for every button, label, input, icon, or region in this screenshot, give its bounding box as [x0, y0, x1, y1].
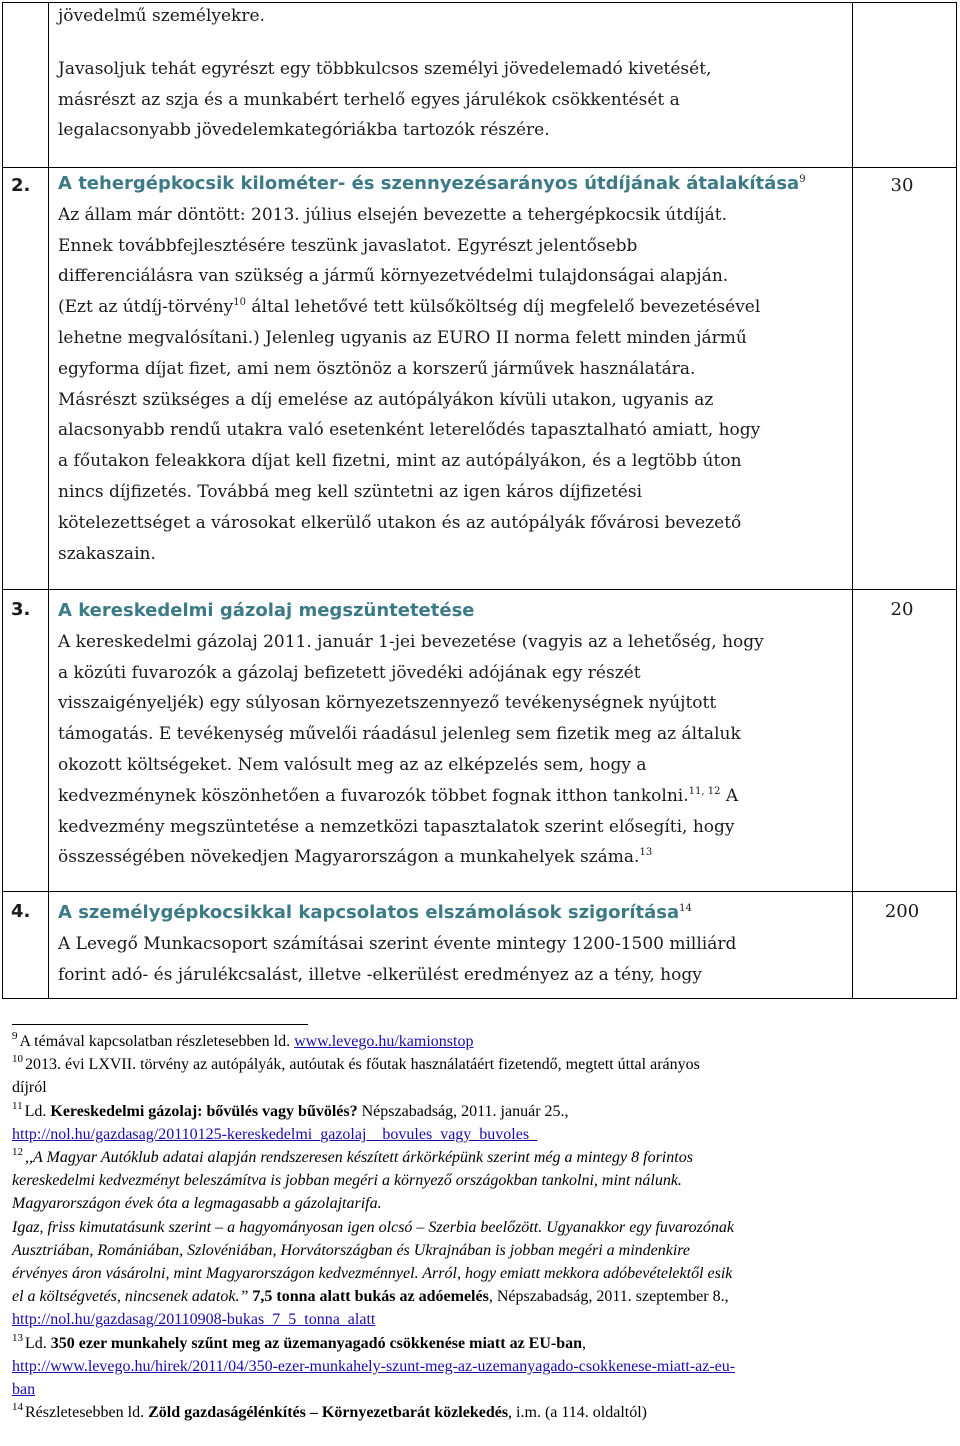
- footnote-ref: 10: [233, 297, 246, 309]
- column-divider: [48, 3, 49, 998]
- footnote-9: $^9$ A témával kapcsolatban részletesebben ld. www.levego.hu/kamionstop: [12, 1030, 474, 1050]
- footnote-ref: 13: [639, 847, 653, 859]
- item-heading: A kereskedelmi gázolaj megszüntetetése: [58, 600, 475, 621]
- footnote-ref: 9: [799, 174, 806, 185]
- item-score: 30: [890, 175, 914, 196]
- footnote-ref: 14: [679, 903, 692, 914]
- item-content: A tehergépkocsik kilométer- és szennyezésarányos útdíjának átalakítása$^9$ Az állam már döntött: 2013. július elsején bevezette a tehergépkocsik útdíját. Ennek továbbfejlesztésére teszünk javaslatot. Egyrészt jelentősebb differenciálásra van szükség a jármű környezetvédelmi tulajdonságai alapján. (Ezt az útdíj-törvény$^{10}$ által lehetővé tett külsőköltség díj megfelelő bevezetésével lehetne megvalósítani.) Jelenleg ugyanis az EURO II norma felett minden jármű egyforma díjat fizet, ami nem ösztönöz a korszerű járművek használatára. Másrészt szükséges a díj emelése az autópályákon kívüli utakon, ugyanis az alacsonyabb rendű utakra való esetenként leterelődés tapasztalható amiatt, hogy a főutakon feleakkora díjat kell fizetni, mint az autópályákon, és a legtöbb úton nincs díjfizetés. Továbbá meg kell szüntetni az igen káros díjfizetési kötelezettséget a városokat elkerülő utakon és az autópályák fővárosi bevezető szakaszain.: [58, 173, 806, 564]
- footnote-12: $^{12}$ ,,A Magyar Autóklub adatai alapján rendszeresen készített árkörképünk szerint még a mintegy 8 forintos: [12, 1146, 693, 1167]
- item-content: A kereskedelmi gázolaj megszüntetetése A kereskedelmi gázolaj 2011. január 1-jei bevezetése (vagyis az a lehetőség, hogy a közúti fuvarozók a gázolaj befizetett jövedéki adójának egy részét visszaigényeljék) egy súlyosan környezetszennyező tevékenységnek nyújtott támogatás. E tevékenység művelői ráadásul jelenleg sem fizetik meg az általuk okozott költségeket. Nem valósult meg az az elképzelés sem, hogy a kedvezménynek köszönhetően a fuvarozók többet fognak itthon tankolni.$^{11, 12}$ A kedvezmény megszüntetése a nemzetközi tapasztalatok szerint elősegíti, hogy összességében növekedjen Magyarországon a munkahelyek száma.$^{13}$: [58, 600, 764, 868]
- footnotes: $^9$ A témával kapcsolatban részletesebben ld. www.levego.hu/kamionstop $^{10}$ 2013. évi LXVII. törvény az autópályák, autóutak és főutak használatáért fizetendő, megtett úttal arányos díjról $^{11}$ Ld. Kereskedelmi gázolaj: bővülés vagy bűvölés? Népszabadság, 2011. január 25., http://nol.hu/gazdasag/20110125-kereskedelmi_gazolaj__bovules_vagy_buvoles_ $^{12}$ ,,A Magyar Autóklub adatai alapján rendszeresen készített árkörképünk szerint még a mintegy 8 forintos kereskedelmi kedvezményt beleszámítva is jobban megéri a környező országokban tankolni, mint nálunk. Magyarországon évek óta a legmagasabb a gázolajtarifa. Igaz, friss kimutatásunk szerint – a hagyományosan igen olcsó – Szerbia beelőzött. Ugyanakkor egy fuvarozónak Ausztriában, Romániában, Szlovéniában, Horvátországban és Ukrajnában is jobban megéri a mindenkire érvényes áron vásárolni, mint Magyarországon kedvezménnyel. Arról, hogy emiatt mekkora adóbevételektől esik el a költségvetés, nincsenek adatok.” 7,5 tonna alatt bukás az adóemelés, Népszabadság, 2011. szeptember 8., http://nol.hu/gazdasag/20110908-bukas_7_5_tonna_alatt $^{13}$ Ld. 350 ezer munkahely szűnt meg az üzemanyagadó csökkenése miatt az EU-ban, http://www.levego.hu/hirek/2011/04/350-ezer-munkahely-szunt-meg-az-uzemanyagado-csokkenese-miatt-az-eu- ban $^{14}$ Részletesebben ld. Zöld gazdaságélénkítés – Környezetbarát közlekedés, i.m. (a 114. oldaltól): [12, 1030, 947, 1424]
- footnote-14: $^{14}$ Részletesebben ld. Zöld gazdaságélénkítés – Környezetbarát közlekedés, i.m. (a 114. oldaltól): [12, 1401, 647, 1422]
- footnote-separator: [12, 1024, 308, 1025]
- row-divider: [3, 589, 956, 590]
- item-number: 3.: [11, 599, 31, 620]
- column-divider: [852, 3, 853, 998]
- item-score: 200: [884, 901, 920, 922]
- item-heading: A személygépkocsikkal kapcsolatos elszámolások szigorítása: [58, 902, 680, 923]
- footnote-link[interactable]: ban: [12, 1381, 36, 1399]
- footnote-link[interactable]: http://www.levego.hu/hirek/2011/04/350-ezer-munkahely-szunt-meg-az-uzemanyagado-csokkenese-miatt-az-eu-: [12, 1357, 736, 1375]
- footnote-link[interactable]: http://nol.hu/gazdasag/20110908-bukas_7_5_tonna_alatt: [12, 1311, 376, 1329]
- footnote-link[interactable]: www.levego.hu/kamionstop: [294, 1033, 474, 1050]
- footnote-link[interactable]: http://nol.hu/gazdasag/20110125-kereskedelmi_gazolaj__bovules_vagy_buvoles_: [12, 1125, 538, 1143]
- footnote-11: $^{11}$ Ld. Kereskedelmi gázolaj: bővülés vagy bűvölés? Népszabadság, 2011. január 25.,: [12, 1099, 569, 1120]
- item-number: 4.: [11, 901, 31, 922]
- item-score: 20: [890, 599, 914, 620]
- row-divider: [3, 167, 956, 168]
- item-heading: A tehergépkocsik kilométer- és szennyezésarányos útdíjának átalakítása: [58, 173, 800, 194]
- item-content: A személygépkocsikkal kapcsolatos elszámolások szigorítása$^{14}$ A Levegő Munkacsoport számításai szerint évente mintegy 1200-1500 milliárd forint adó- és járulékcsalást, illetve -elkerülést eredményez az a tény, hogy: [58, 902, 737, 985]
- footnote-ref: 11, 12: [688, 785, 721, 797]
- intro-text: jövedelmű személyekre. Javasoljuk tehát egyrészt egy többkulcsos személyi jövedelemadó kivetését, másrészt az szja és a munkabért terhelő egyes járulékok csökkentését a legalacsonyabb jövedelemkategóriákba tartozók részére.: [58, 6, 712, 141]
- footnote-10: $^{10}$ 2013. évi LXVII. törvény az autópályák, autóutak és főutak használatáért fizetendő, megtett úttal arányos: [12, 1053, 700, 1074]
- item-number: 2.: [11, 175, 31, 196]
- row-divider: [3, 891, 956, 892]
- footnote-13: $^{13}$ Ld. 350 ezer munkahely szűnt meg az üzemanyagadó csökkenése miatt az EU-ban,: [12, 1331, 587, 1352]
- proposal-table: [2, 2, 957, 999]
